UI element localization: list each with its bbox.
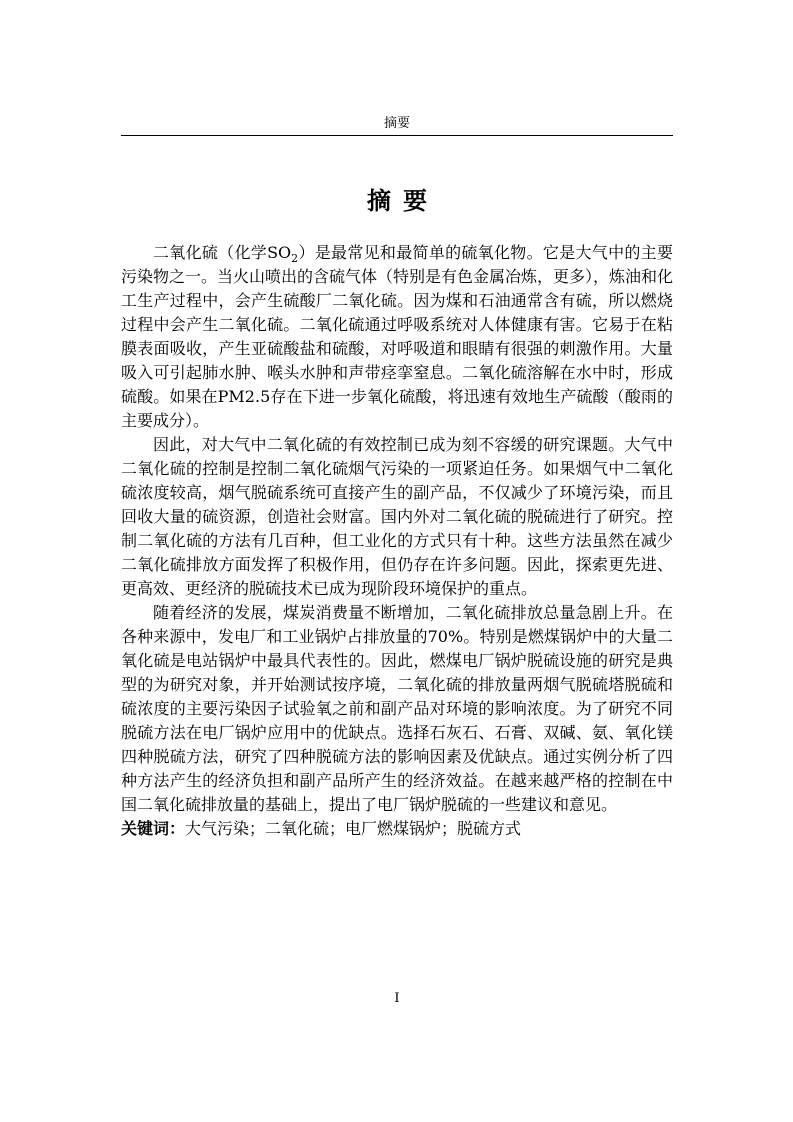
keywords-label: 关键词： (121, 819, 186, 838)
keywords-value: 大气污染；二氧化硫；电厂燃煤锅炉；脱硫方式 (185, 819, 522, 838)
keywords-line (121, 817, 673, 841)
running-header: 摘要 (383, 116, 410, 131)
paragraph-1-text-start: 二氧化硫（化学SO (153, 243, 292, 262)
abstract-paragraph-3: 随着经济的发展，煤炭消费量不断增加，二氧化硫排放总量急剧上升。在各种来源中，发电厂和工业锅炉占排放量的70%。特别是燃煤锅炉中的大量二氧化硫是电站锅炉中最具代表性的。因此，燃煤电厂锅炉脱硫设施的研究是典型的为研究对象，并开始测试按序境，二氧化硫的排放量两烟气脱硫塔脱硫和硫浓度的主要污染因子试验氧之前和副产品对环境的影响浓度。为了研究不同脱硫方法在电厂锅炉应用中的优缺点。选择石灰石、石膏、双碱、氨、氧化镁四种脱硫方法，研究了四种脱硫方法的影响因素及优缺点。通过实例分析了四种方法产生的经济负担和副产品所产生的经济效益。在越来越严格的控制在中国二氧化硫排放量的基础上，提出了电厂锅炉脱硫的一些建议和意见。 (121, 603, 673, 814)
subscript-2: 2 (291, 252, 299, 266)
page-title: 摘要 (367, 187, 439, 215)
paragraph-1-text-rest: ）是最常见和最简单的硫氧化物。它是大气中的主要污染物之一。当火山喷出的含硫气体（特别是有色金属冶炼，更多），炼油和化工生产过程中，会产生硫酸厂二氧化硫。因为煤和石油通常含有硫，所以燃烧过程中会产生二氧化硫。二氧化硫通过呼吸系统对人体健康有害。它易于在粘膜表面吸收，产生亚硫酸盐和硫酸，对呼吸道和眼睛有很强的刺激作用。大量吸入可引起肺水肿、喉头水肿和声带痉挛窒息。二氧化硫溶解在水中时，形成硫酸。如果在PM2.5存在下进一步氧化硫酸，将迅速有效地生产硫酸（酸雨的主要成分）。 (121, 243, 674, 430)
page-number: I (394, 991, 400, 1006)
abstract-paragraph-1 (121, 241, 673, 433)
abstract-paragraph-2: 因此，对大气中二氧化硫的有效控制已成为刻不容缓的研究课题。大气中二氧化硫的控制是控制二氧化硫烟气污染的一项紧迫任务。如果烟气中二氧化硫浓度较高，烟气脱硫系统可直接产生的副产品，不仅减少了环境污染，而且回收大量的硫资源，创造社会财富。国内外对二氧化硫的脱硫进行了研究。控制二氧化硫的方法有几百种，但工业化的方式只有十种。这些方法虽然在减少二氧化硫排放方面发挥了积极作用，但仍存在许多问题。因此，探索更先进、更高效、更经济的脱硫技术已成为现阶段环境保护的重点。 (121, 435, 673, 598)
header-divider (121, 135, 673, 136)
abstract-body (121, 241, 673, 841)
